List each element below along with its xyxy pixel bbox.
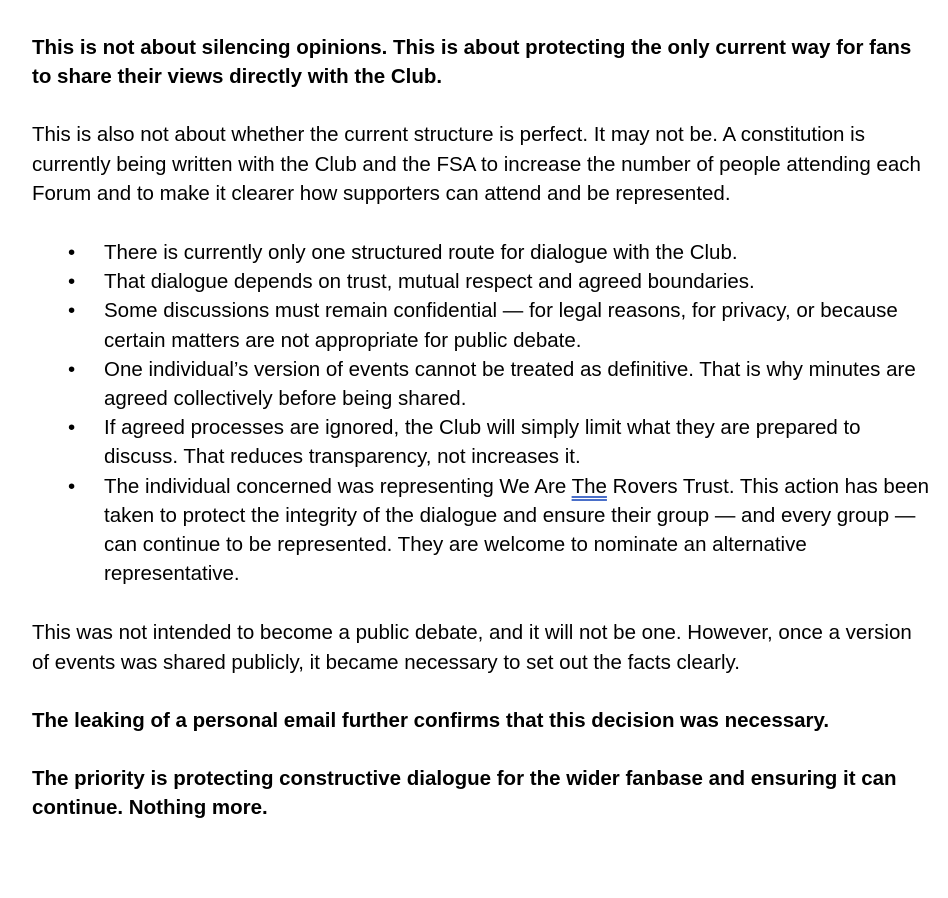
closing-statement: The priority is protecting constructive dialogue for the wider fanbase and ensuring it can continue. Nothing more. <box>32 767 897 820</box>
bullet-icon: • <box>68 299 76 323</box>
list-item-text: Some discussions must remain confidential — for legal reasons, for privacy, or because certain matters are not appropriate for public debate. <box>104 299 898 352</box>
constitution-paragraph: This is also not about whether the current structure is perfect. It may not be. A constitution is currently being written with the Club and the FSA to increase the number of people attending each Forum and to make it clearer how supporters can attend and be represented. <box>32 123 921 205</box>
text-segment: Rovers Trust. This action has been taken to protect the integrity of the dialogue and ensure their group — and every group — can continue to be represented. They are welcome to nominate an alternative representative. <box>104 474 930 586</box>
bullet-icon: • <box>68 241 76 265</box>
list-item <box>32 238 932 267</box>
list-item <box>32 267 932 296</box>
list-item-text: If agreed processes are ignored, the Club will simply limit what they are prepared to discuss. That reduces transparency, not increases it. <box>104 416 861 469</box>
opening-statement: This is not about silencing opinions. This is about protecting the only current way for fans to share their views directly with the Club. <box>32 36 912 89</box>
bullet-icon: • <box>68 416 76 440</box>
public-debate-paragraph: This was not intended to become a public debate, and it will not be one. However, once a version of events was shared publicly, it became necessary to set out the facts clearly. <box>32 621 912 674</box>
document-body <box>32 33 932 822</box>
bullet-icon: • <box>68 474 76 498</box>
key-points-list <box>32 238 932 588</box>
list-item <box>32 413 932 471</box>
list-item-text <box>104 475 929 586</box>
bullet-icon: • <box>68 270 76 294</box>
list-item-text: There is currently only one structured route for dialogue with the Club. <box>104 241 738 265</box>
list-item <box>32 472 932 589</box>
list-item <box>32 296 932 354</box>
bullet-icon: • <box>68 357 76 381</box>
leak-statement: The leaking of a personal email further confirms that this decision was necessary. <box>32 708 830 732</box>
list-item <box>32 355 932 413</box>
list-item-text: That dialogue depends on trust, mutual respect and agreed boundaries. <box>104 270 755 294</box>
grammar-flagged-word[interactable]: The <box>571 474 607 498</box>
text-segment: The individual concerned was representing We Are <box>104 474 572 498</box>
list-item-text: One individual’s version of events cannot be treated as definitive. That is why minutes are agreed collectively before being shared. <box>104 357 916 411</box>
